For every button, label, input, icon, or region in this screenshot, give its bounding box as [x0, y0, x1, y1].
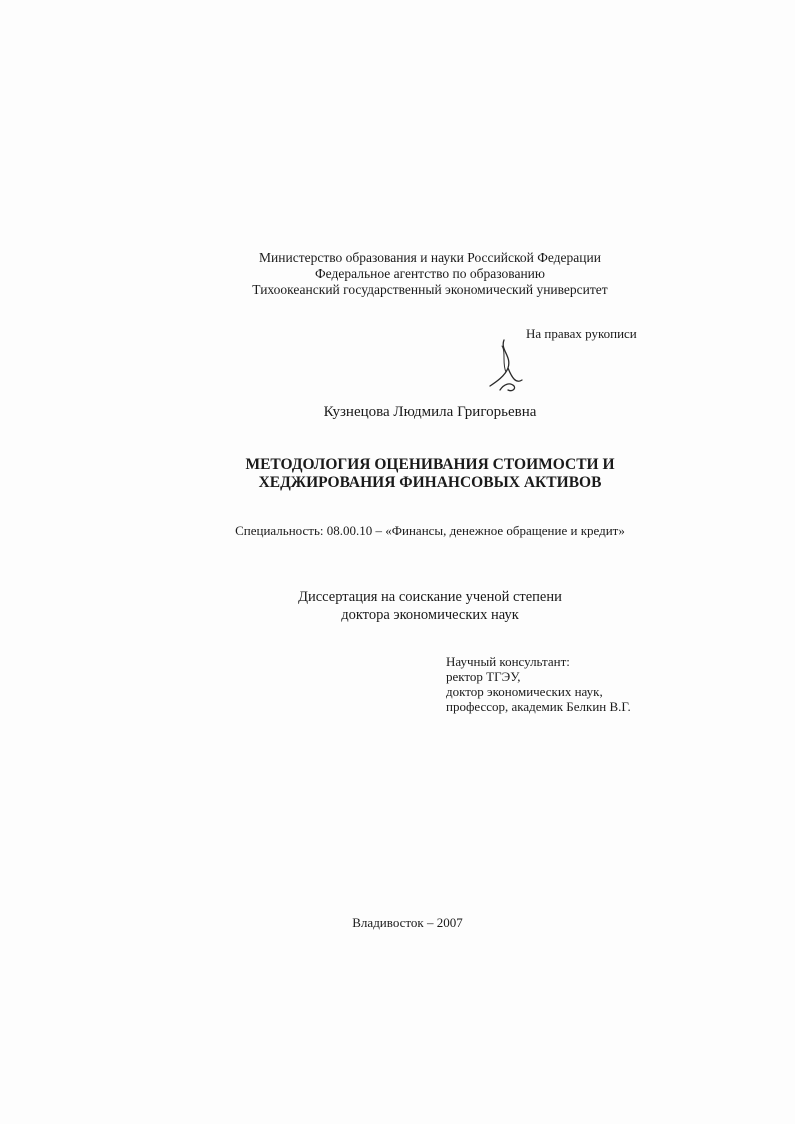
scientific-consultant — [446, 654, 631, 714]
dissertation-title — [0, 456, 795, 492]
consultant-degree: доктор экономических наук, — [446, 684, 603, 699]
degree-line-2: доктора экономических наук — [341, 607, 519, 623]
ministry-header — [0, 250, 795, 298]
manuscript-note: На правах рукописи — [526, 326, 637, 341]
dissertation-degree — [0, 588, 795, 624]
title-line-2: ХЕДЖИРОВАНИЯ ФИНАНСОВЫХ АКТИВОВ — [258, 474, 602, 491]
title-line-1: МЕТОДОЛОГИЯ ОЦЕНИВАНИЯ СТОИМОСТИ И — [245, 456, 615, 473]
agency-line: Федеральное агентство по образованию — [315, 266, 545, 281]
specialty-line: Специальность: 08.00.10 – «Финансы, денежное обращение и кредит» — [235, 523, 625, 538]
degree-line-1: Диссертация на соискание ученой степени — [298, 589, 562, 605]
handwritten-signature — [482, 336, 530, 394]
consultant-position: ректор ТГЭУ, — [446, 669, 521, 684]
university-line: Тихоокеанский государственный экономический университет — [252, 282, 608, 297]
ministry-line: Министерство образования и науки Российской Федерации — [259, 250, 601, 265]
city-year: Владивосток – 2007 — [352, 915, 463, 930]
author-name: Кузнецова Людмила Григорьевна — [323, 404, 537, 420]
consultant-label: Научный консультант: — [446, 654, 570, 669]
consultant-name: профессор, академик Белкин В.Г. — [446, 699, 631, 714]
